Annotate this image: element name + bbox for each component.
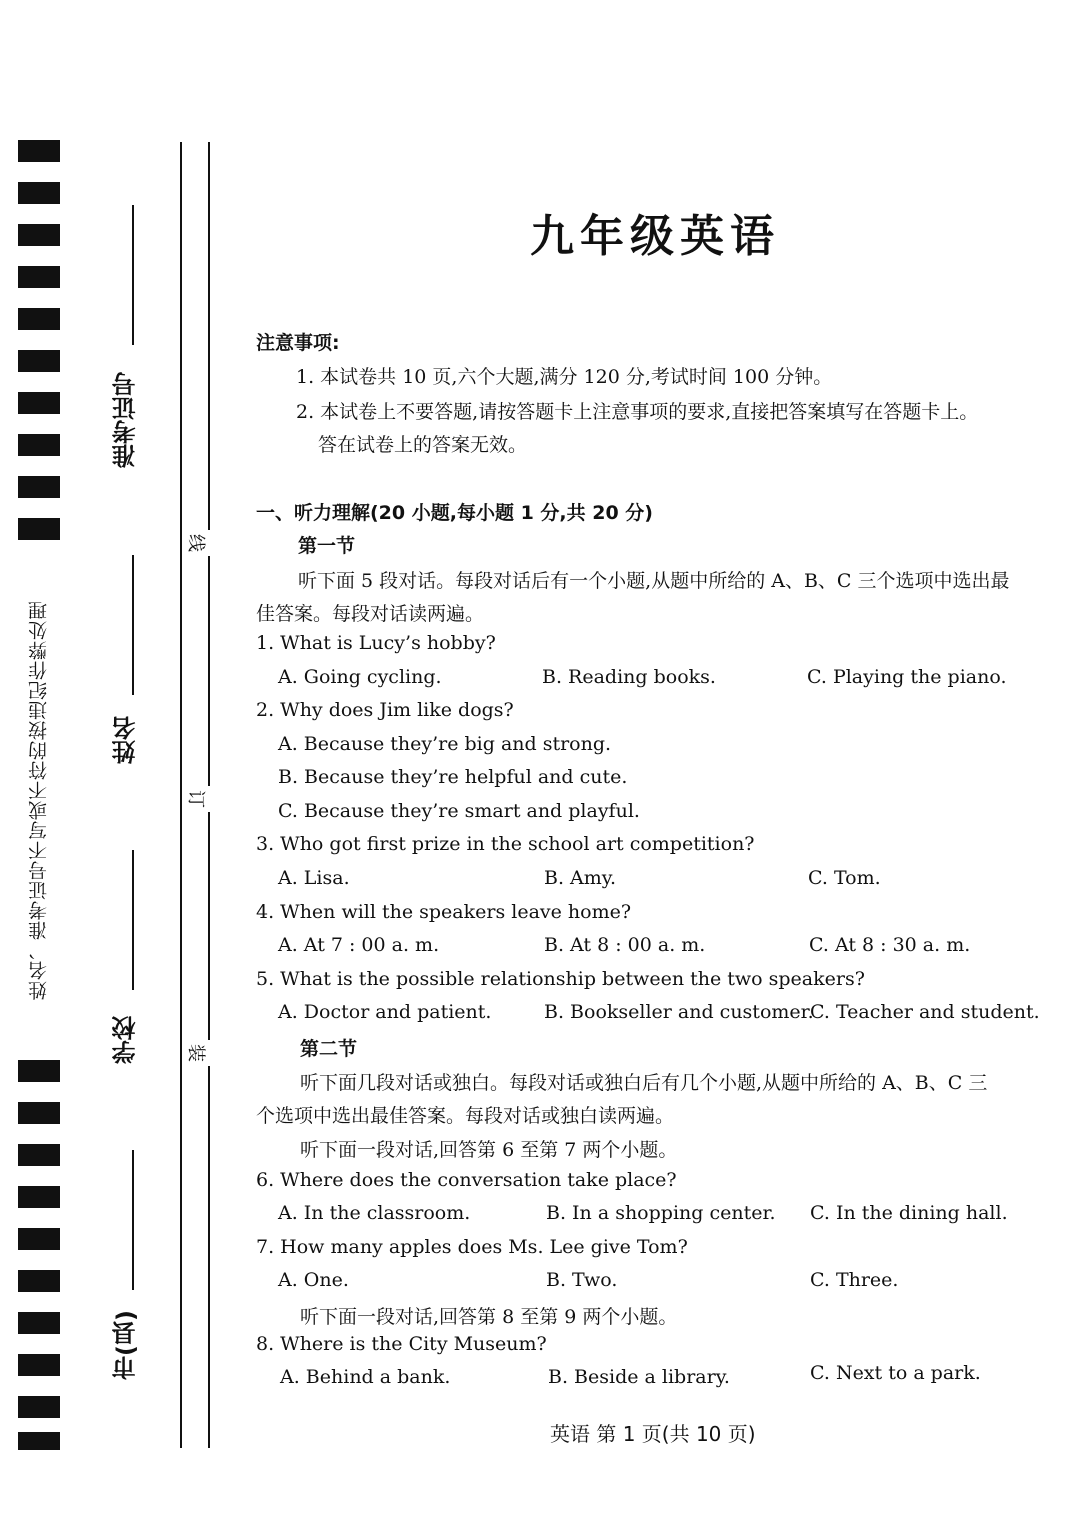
binding-warning: 姓名、准考证号不写或不符的按违纪作弊处理 [26,590,52,1010]
q8-option-c: C. Next to a park. [810,1362,981,1384]
question-8: 8. Where is the City Museum? [256,1333,547,1355]
bind-mark: 装 [184,1040,210,1066]
name-label: 姓名 [112,716,140,764]
notice-heading: 注意事项: [256,332,340,354]
staple-mark: 订 [184,786,210,812]
section2-instructions: 听下面几段对话或独白。每段对话或独白后有几个小题,从题中所给的 A、B、C 三 [300,1072,988,1094]
question-2: 2. Why does Jim like dogs? [256,699,514,721]
binding-line-left [180,142,182,1448]
q6-option-b: B. In a shopping center. [546,1202,776,1224]
school-line[interactable] [132,850,134,990]
q5-option-a: A. Doctor and patient. [278,1001,492,1023]
q5-option-b: B. Bookseller and customer. [544,1001,814,1023]
part1-heading: 一、听力理解(20 小题,每小题 1 分,共 20 分) [256,502,653,524]
question-5: 5. What is the possible relationship between the two speakers? [256,968,865,990]
question-1: 1. What is Lucy’s hobby? [256,632,496,654]
q1-option-c: C. Playing the piano. [807,666,1007,688]
q1-option-b: B. Reading books. [542,666,716,688]
q4-option-c: C. At 8 : 30 a. m. [809,934,971,956]
question-4: 4. When will the speakers leave home? [256,901,632,923]
q2-option-a: A. Because they’re big and strong. [278,733,612,755]
q5-option-c: C. Teacher and student. [810,1001,1040,1023]
q2-option-c: C. Because they’re smart and playful. [278,800,640,822]
section1-instructions: 听下面 5 段对话。每段对话后有一个小题,从题中所给的 A、B、C 三个选项中选出最 [298,570,1010,592]
question-7: 7. How many apples does Ms. Lee give Tom? [256,1236,688,1258]
q3-option-b: B. Amy. [544,867,617,889]
q6-option-c: C. In the dining hall. [810,1202,1008,1224]
q2-option-b: B. Because they’re helpful and cute. [278,766,628,788]
q8-option-b: B. Beside a library. [548,1366,730,1388]
name-line[interactable] [132,555,134,695]
q3-option-a: A. Lisa. [278,867,350,889]
q6-option-a: A. In the classroom. [278,1202,471,1224]
page-title: 九年级英语 [530,211,780,262]
notice-item: 2. 本试卷上不要答题,请按答题卡上注意事项的要求,直接把答案填写在答题卡上。 [296,401,979,423]
dialogue-instructions: 听下面一段对话,回答第 8 至第 9 两个小题。 [300,1306,678,1328]
notice-item: 1. 本试卷共 10 页,六个大题,满分 120 分,考试时间 100 分钟。 [296,366,833,388]
q4-option-b: B. At 8 : 00 a. m. [544,934,706,956]
section2-label: 第二节 [300,1038,358,1060]
q4-option-a: A. At 7 : 00 a. m. [278,934,440,956]
q7-option-b: B. Two. [546,1269,618,1291]
question-6: 6. Where does the conversation take place? [256,1169,677,1191]
school-label: 学校 [112,1016,140,1064]
q7-option-c: C. Three. [810,1269,899,1291]
q3-option-c: C. Tom. [808,867,881,889]
section2-instructions: 个选项中选出最佳答案。每段对话或独白读两遍。 [256,1105,675,1127]
city-label: 市(县) [112,1310,140,1380]
city-line[interactable] [132,1150,134,1290]
notice-item: 答在试卷上的答案无效。 [318,434,528,456]
section1-instructions: 佳答案。每段对话读两遍。 [256,603,485,625]
exam-no-label: 准考证号 [112,372,140,468]
question-3: 3. Who got first prize in the school art competition? [256,833,755,855]
q8-option-a: A. Behind a bank. [280,1366,451,1388]
page-footer: 英语 第 1 页(共 10 页) [550,1422,756,1446]
section1-label: 第一节 [298,535,356,557]
q7-option-a: A. One. [278,1269,349,1291]
dialogue-instructions: 听下面一段对话,回答第 6 至第 7 两个小题。 [300,1139,678,1161]
line-mark: 线 [184,530,210,556]
q1-option-a: A. Going cycling. [278,666,442,688]
